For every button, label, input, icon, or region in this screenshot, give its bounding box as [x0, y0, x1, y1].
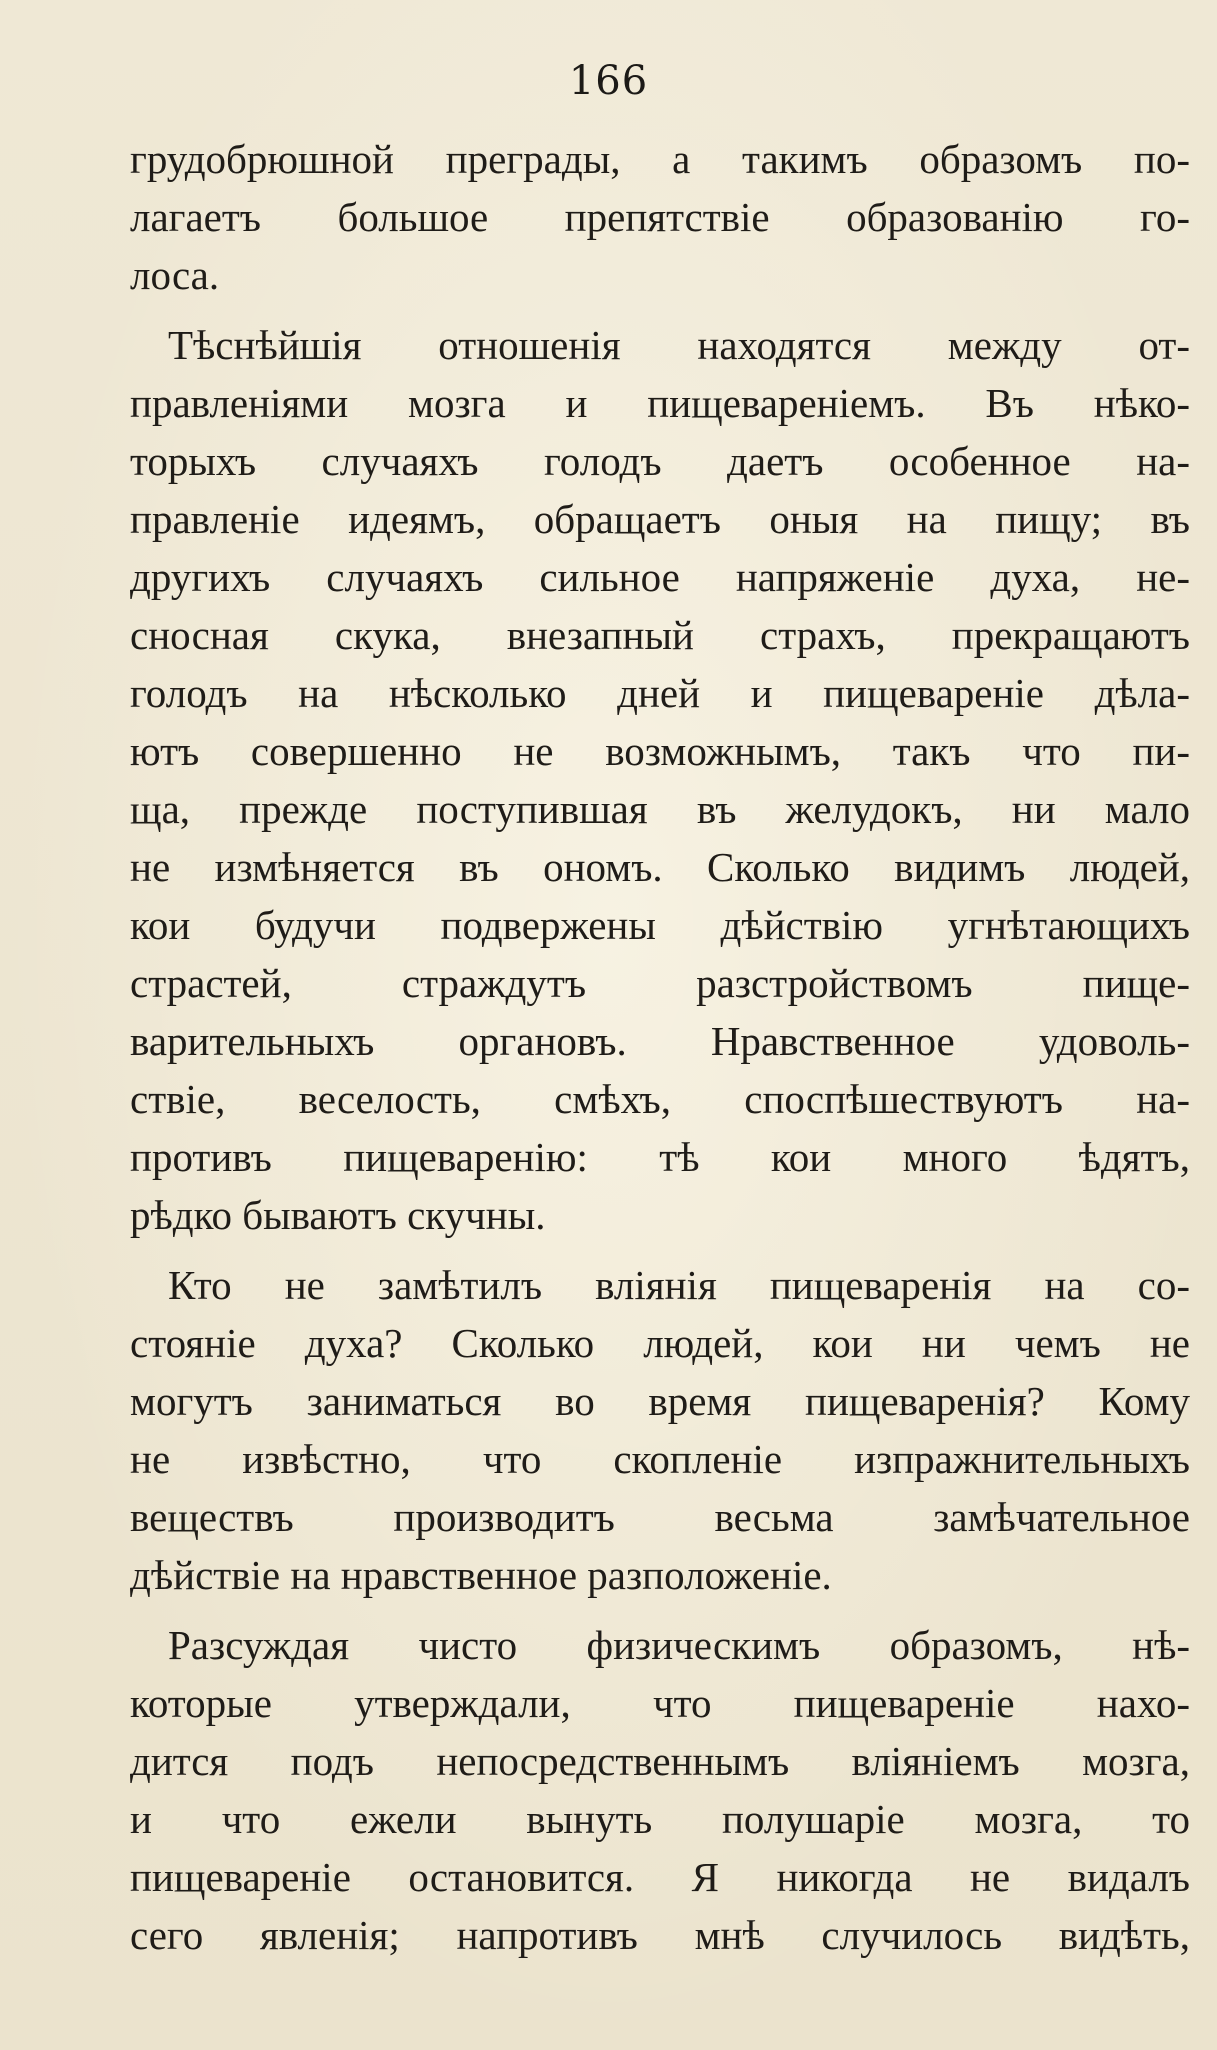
paragraph — [130, 1256, 1190, 1604]
text-line: ютъ совершенно не возможнымъ, такъ что пи- — [130, 728, 1190, 774]
text-line: и что ежели вынуть полушаріе мозга, то — [130, 1796, 1190, 1842]
text-line: грудобрюшной преграды, а такимъ образомъ по- — [130, 136, 1190, 182]
page-number: 166 — [568, 58, 649, 104]
text-line: лоса. — [130, 252, 220, 298]
text-line: рѣдко бываютъ скучны. — [130, 1192, 546, 1238]
text-line: варительныхъ органовъ. Нравственное удоволь- — [130, 1018, 1190, 1064]
text-line: ща, прежде поступившая въ желудокъ, ни мало — [130, 786, 1190, 832]
text-line: Тѣснѣйшія отношенія находятся между от- — [168, 322, 1190, 368]
text-line: веществъ производитъ весьма замѣчательное — [130, 1494, 1190, 1540]
text-line: голодъ на нѣсколько дней и пищевареніе дѣла- — [130, 670, 1190, 716]
paragraph — [130, 130, 1190, 304]
text-line: которые утверждали, что пищевареніе нахо- — [130, 1680, 1190, 1726]
text-line: Кто не замѣтилъ вліянія пищеваренія на со- — [168, 1262, 1190, 1308]
paragraph — [130, 1616, 1190, 1964]
text-line: Разсуждая чисто физическимъ образомъ, нѣ- — [168, 1622, 1190, 1668]
text-line: ствіе, веселость, смѣхъ, споспѣшествуютъ на- — [130, 1076, 1190, 1122]
text-line: дѣйствіе на нравственное разположеніе. — [130, 1552, 832, 1598]
text-line: могутъ заниматься во время пищеваренія? Кому — [130, 1378, 1190, 1424]
text-line: не извѣстно, что скопленіе изпражнительныхъ — [130, 1436, 1190, 1482]
text-line: дится подъ непосредственнымъ вліяніемъ мозга, — [130, 1738, 1190, 1784]
text-line: сносная скука, внезапный страхъ, прекращаютъ — [130, 612, 1190, 658]
text-line: сего явленія; напротивъ мнѣ случилось видѣть, — [130, 1912, 1190, 1958]
text-line: торыхъ случаяхъ голодъ даетъ особенное на- — [130, 438, 1190, 484]
text-line: другихъ случаяхъ сильное напряженіе духа, не- — [130, 554, 1190, 600]
text-line: противъ пищеваренію: тѣ кои много ѣдятъ, — [130, 1134, 1190, 1180]
text-line: стояніе духа? Сколько людей, кои ни чемъ не — [130, 1320, 1190, 1366]
text-line: страстей, страждутъ разстройствомъ пище- — [130, 960, 1190, 1006]
text-line: правленіе идеямъ, обращаетъ оныя на пищу; въ — [130, 496, 1190, 542]
text-line: лагаетъ большое препятствіе образованію го- — [130, 194, 1190, 240]
paragraph — [130, 316, 1190, 1244]
text-line: правленіями мозга и пищевареніемъ. Въ нѣко- — [130, 380, 1190, 426]
text-line: пищевареніе остановится. Я никогда не видалъ — [130, 1854, 1190, 1900]
text-line: кои будучи подвержены дѣйствію угнѣтающихъ — [130, 902, 1190, 948]
body-text — [130, 130, 1190, 1964]
text-line: не измѣняется въ ономъ. Сколько видимъ людей, — [130, 844, 1190, 890]
